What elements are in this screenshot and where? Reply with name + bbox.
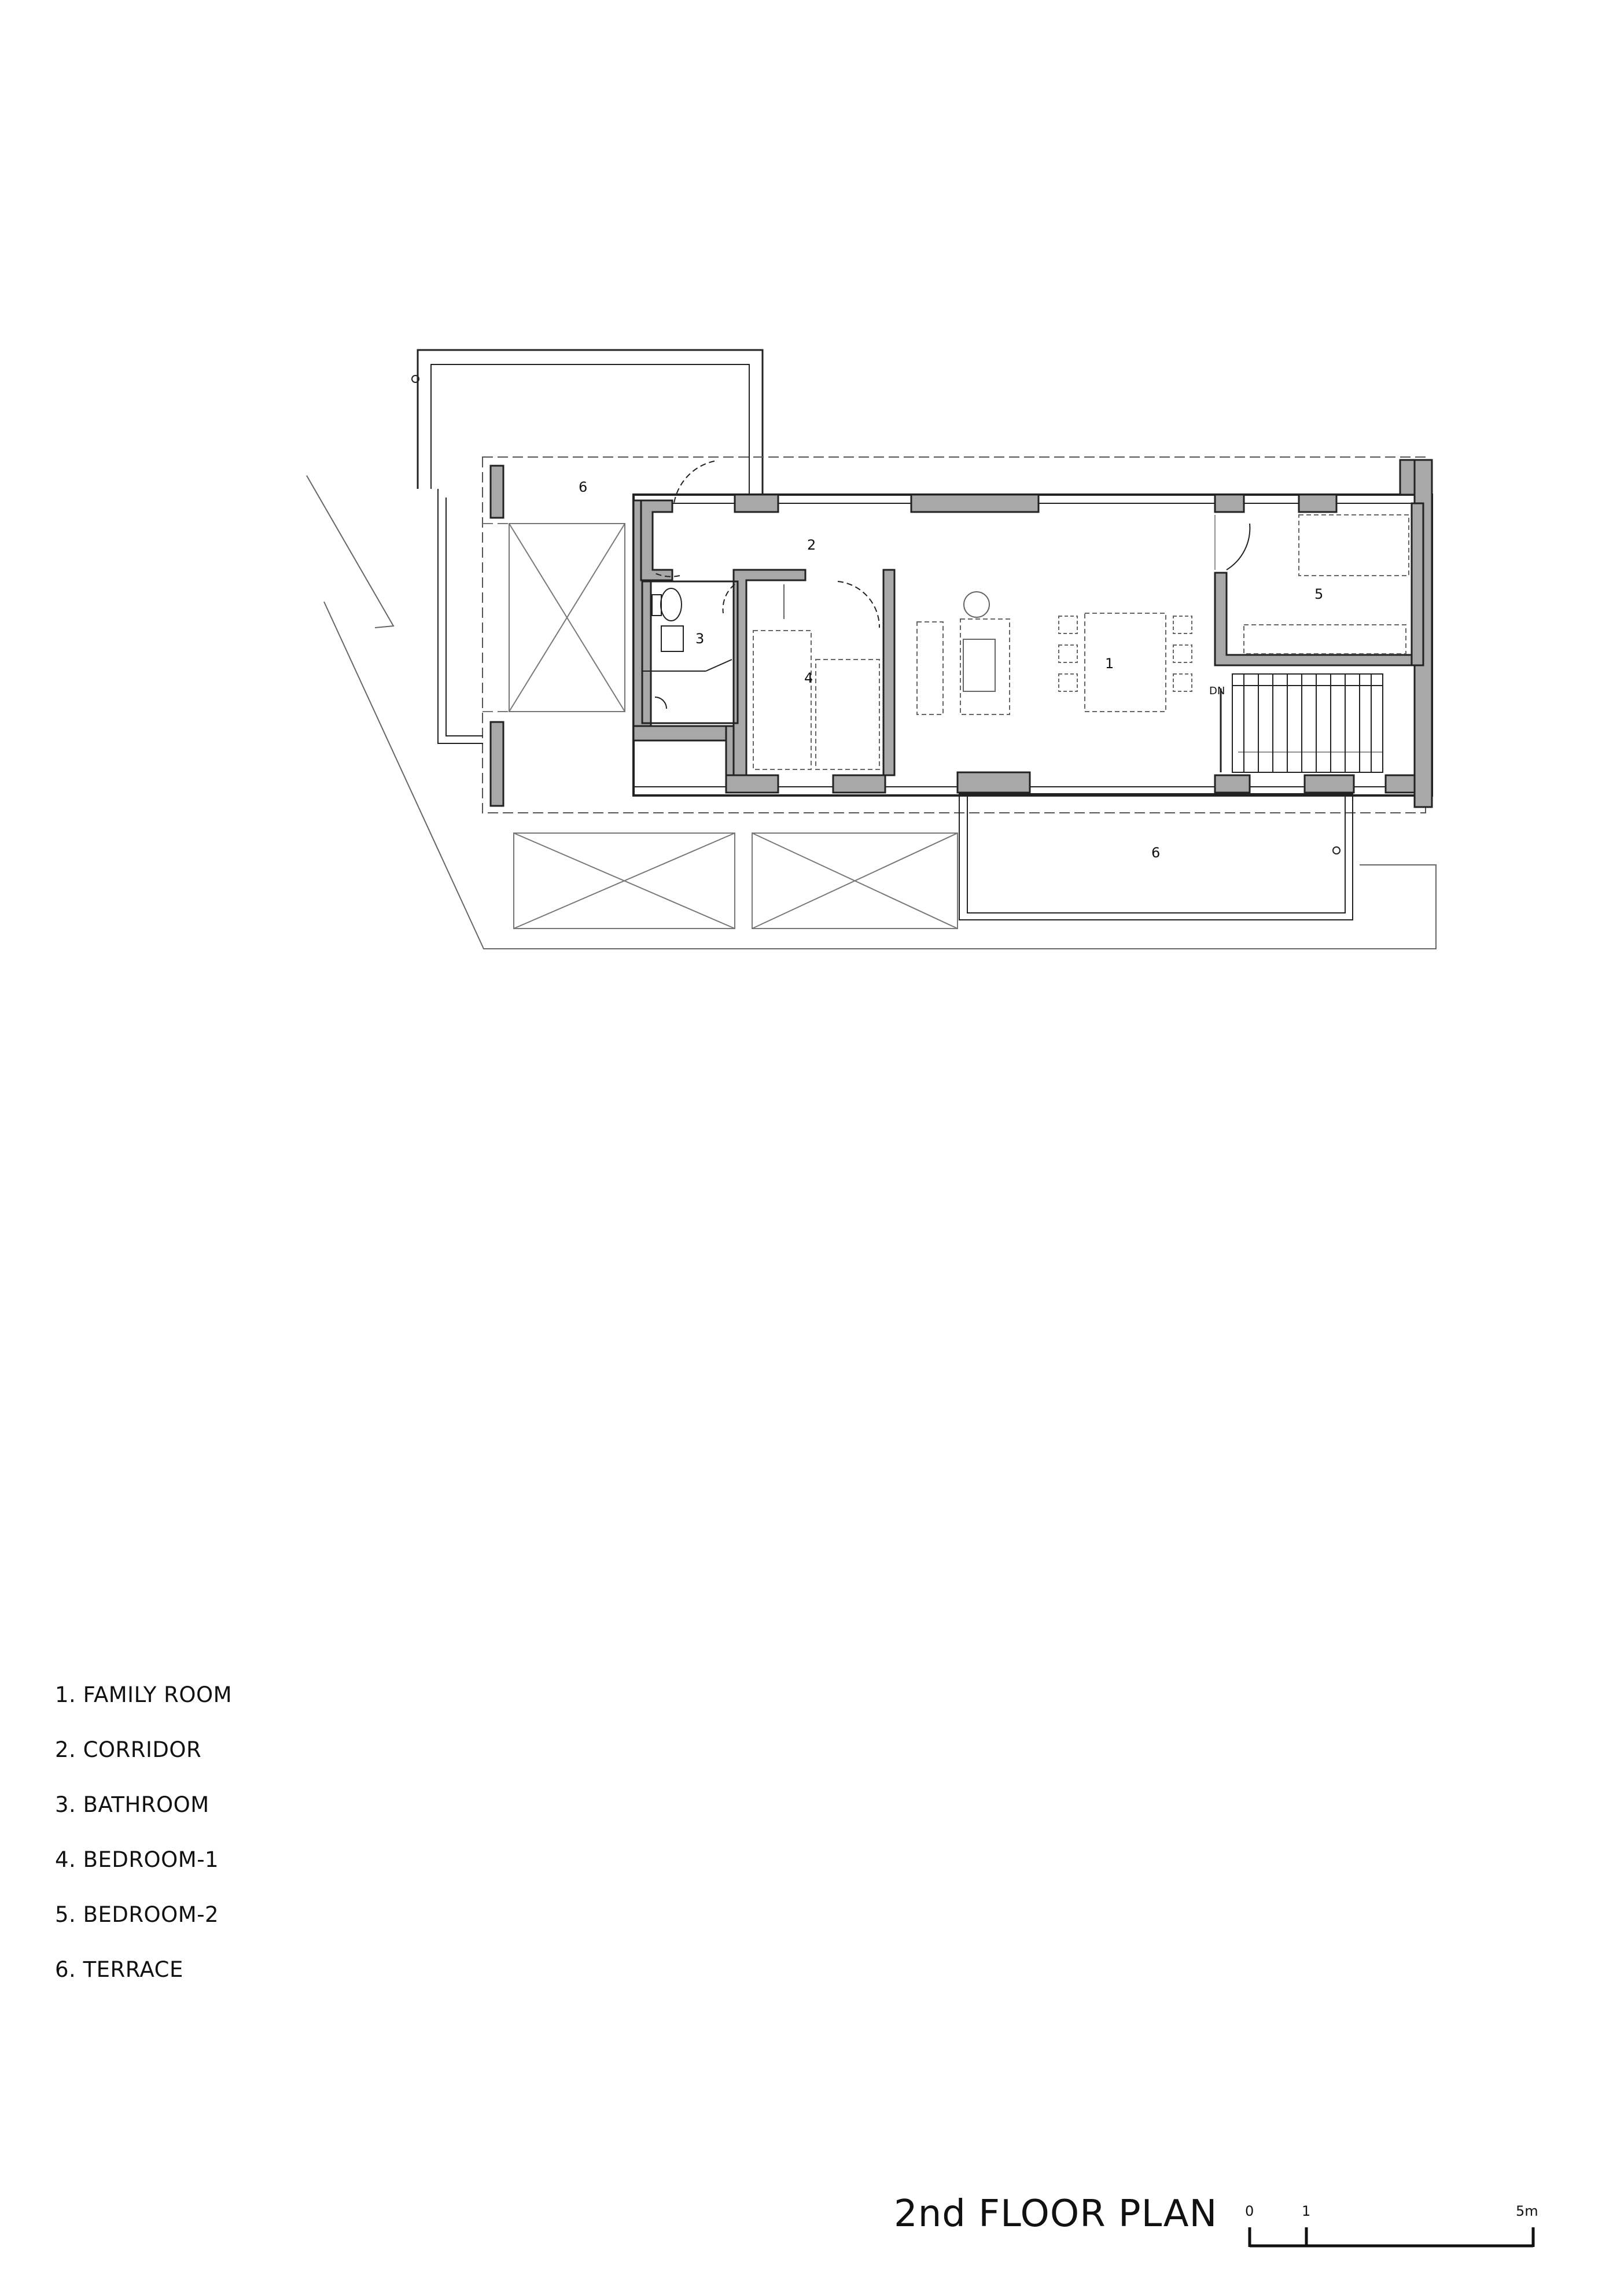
bed-bedroom-1: [753, 631, 811, 769]
door-swing-bedroom-1: [838, 581, 879, 628]
legend-item: 6. TERRACE: [55, 1957, 183, 1982]
plan-label-terrace-west: 6: [579, 479, 588, 495]
bed-bedroom-2: [1299, 515, 1409, 576]
plan-label-stair-direction: DN: [1209, 685, 1225, 697]
plan-label-corridor: 2: [807, 537, 816, 553]
door-swing-bedroom-2: [1227, 524, 1250, 570]
toilet-fixture: [661, 588, 682, 621]
scale-label-end: 5m: [1516, 2203, 1538, 2219]
legend-item: 4. BEDROOM-1: [55, 1847, 219, 1872]
plan-label-terrace-south: 6: [1151, 845, 1161, 861]
plan-label-bedroom-1: 4: [804, 670, 813, 686]
sofa: [917, 622, 943, 714]
site-boundary: [307, 476, 393, 628]
legend-item: 2. CORRIDOR: [55, 1737, 202, 1762]
stair-treads: [1232, 674, 1383, 772]
plan-label-family-room: 1: [1105, 655, 1114, 672]
plan-label-bathroom: 3: [695, 631, 705, 647]
basin-fixture: [661, 626, 683, 651]
room-legend: [55, 1678, 232, 2007]
dining-table: [1085, 613, 1166, 712]
plan-label-bedroom-2: 5: [1314, 586, 1324, 602]
drawing-title: 2nd FLOOR PLAN: [894, 2193, 1218, 2235]
legend-item: 3. BATHROOM: [55, 1792, 209, 1817]
door-swing-corridor: [674, 461, 715, 503]
terrace-railing-north: [418, 350, 763, 498]
scale-label-start: 0: [1245, 2203, 1254, 2219]
scale-label-mid: 1: [1302, 2203, 1311, 2219]
legend-item: 1. FAMILY ROOM: [55, 1682, 233, 1707]
wall-pier: [735, 495, 778, 512]
wall-window-block: [911, 495, 1039, 512]
legend-item: 5. BEDROOM-2: [55, 1902, 219, 1927]
scale-bar: [1250, 2227, 1533, 2247]
